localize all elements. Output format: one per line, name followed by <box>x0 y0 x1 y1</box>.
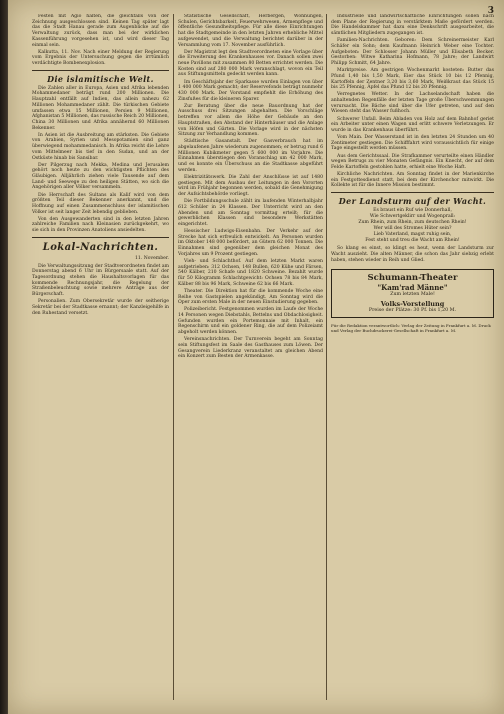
paragraph: So klang es einst, so klingt es heut, wenn der Landsturm zur Wacht auszieht. Die alten Männer, die schon das Jahr siebzig erlebt haben, stehen wieder in Reih und Glied. <box>331 246 494 263</box>
paragraph: Kalkutta, 11. Nov. Nach einer Meldung der Regierung vom Ergebnis der Untersuchung gegen die irrtümlich verdächtigte Bombenexplosion. <box>32 49 169 67</box>
ad-theater-name: Schumann-Theater <box>367 273 458 284</box>
paragraph: Der Pilgerzug nach Mekka, Medina und Jerusalem gehört noch heute zu den wichtigsten Pflichten des Gläubigen. Alljährlich ziehen viele Tausende auf dem Land- und Seewege zu den heiligen Stätten, wo sich die Angehörigen aller Völker versammeln. <box>32 162 169 191</box>
column-1 <box>32 14 169 700</box>
paragraph: Verregnetes Wetter. In der Lachselandschaft haben die anhaltenden Regenfälle der letzten Tage große Überschwemmungen verursacht. Die Bäche sind über die Ufer getreten, und auf den Wiesen steht das Wasser fußhoch. <box>331 92 494 115</box>
section-heading-islam: Die islamitische Welt. <box>47 73 154 84</box>
paragraph: Die Verwaltungssitzung der Stadtverordneten findet am Donnerstag abend 6 Uhr im Bürgersaale statt. Auf der Tagesordnung stehen die Haushaltsvorlagen für das kommende Rechnungsjahr, die Regelung der Straßenbeleuchtung sowie mehrere Anträge aus der Bürgerschaft. <box>32 263 169 298</box>
column-2 <box>178 14 323 700</box>
dateline: 11. November. <box>134 255 169 261</box>
column-divider <box>173 14 174 700</box>
section-heading-landsturm: Der Landsturm auf der Wacht. <box>338 196 487 207</box>
paragraph: Marktpreise. Am gestrigen Wochenmarkt kosteten: Butter das Pfund 1,40 bis 1,50 Mark, Eier das Stück 10 bis 12 Pfennig, Kartoffeln der Zentner 3,20 bis 3,60 Mark, Weißkraut das Stück 15 bis 25 Pfennig, Äpfel das Pfund 12 bis 20 Pfennig. <box>331 68 494 91</box>
paragraph: Industrielle und landwirtschaftliche Einrichtungen sollen nach dem Plane der Regierung in verstärktem Maße gefördert werden. Die Handelskammer hat dazu eine Denkschrift ausgearbeitet, die sämtlichen Mitgliedern zugegangen ist. <box>331 14 494 37</box>
section-divider <box>32 70 169 71</box>
paragraph: Statistische Gesellschaft, Herbergen, Wohnungen, Schulen, Gerichtsbarkeit, Feuerwehrwesen, Armenpflege und öffentliche Gesundheitspflege. Für alle diese Einrichtungen hat die Stadtgemeinde in den letzten Jahren erhebliche Mittel aufgewendet, und die Verwaltung berichtet darüber in der Versammlung vom 17. November ausführlich. <box>178 14 323 48</box>
ad-note: Zum letzten Male! <box>390 292 435 298</box>
paragraph: Vereinsnachrichten. Der Turnverein begeht am Sonntag sein Stiftungsfest im Saale des Gasthauses zum Löwen. Der Gesangverein Liederkranz veranstaltet am gleichen Abend ein Konzert zum Besten der Armenkasse. <box>178 337 323 360</box>
paragraph: Von den Ausgewanderten sind in den letzten Jahren zahlreiche Familien nach Kleinasien zurückgekehrt, wo sie sich in den Provinzen Anatoliens ansiedelten. <box>32 216 169 234</box>
paragraph: In Asien ist die Ausbreitung am stärksten. Die Gebiete von Arabien, Syrien und Mesopotamien sind ganz überwiegend mohammedanisch. In Afrika reicht die Lehre vom Mittelmeer bis tief in den Sudan, und an der Ostküste hinab bis Sansibar. <box>32 132 169 161</box>
article-municipal <box>178 14 323 360</box>
paragraph: Aus dem Gerichtssaal. Die Strafkammer verurteilte einen Händler wegen Betrugs zu vier Monaten Gefängnis. Ein Knecht, der auf dem Felde Kartoffeln gestohlen hatte, erhielt eine Woche Haft. <box>331 153 494 170</box>
ad-prices: Preise der Plätze: 30 Pf. bis 1,20 M. <box>368 308 457 314</box>
paragraph: Vom Main. Der Wasserstand ist in den letzten 24 Stunden um 40 Zentimeter gestiegen. Die Schifffahrt wird voraussichtlich für einige Tage eingestellt werden müssen. <box>331 135 494 152</box>
paragraph: Städtische Gasanstalt. Der Gasverbrauch hat im abgelaufenen Jahre wiederum zugenommen; er betrug rund 6 Millionen Kubikmeter gegen 5 600 000 im Vorjahre. Die Einnahmen überstiegen den Voranschlag um 42 000 Mark, und es konnte ein Überschuss an die Stadtkasse abgeführt werden. <box>178 139 323 173</box>
paragraph: Die Herrschaft des Sultans als Kalif wird von dem größten Teil dieser Bekenner anerkannt, und die Hoffnung auf einen Zusammenschluss der islamitischen Völker ist seit langer Zeit lebendig geblieben. <box>32 192 169 215</box>
column-divider <box>326 14 327 700</box>
paragraph: Hessischer Ludwigs-Eisenbahn. Der Verkehr auf der Strecke hat sich erfreulich entwickelt. An Personen wurden im Oktober 148 000 befördert, an Gütern 62 000 Tonnen. Die Einnahmen sind gegenüber dem gleichen Monat des Vorjahres um 9 Prozent gestiegen. <box>178 229 323 257</box>
paragraph: Personalien. Zum Obersekretär wurde der seitherige Sekretär bei der Stadtkasse ernannt; der Kanzleigehilfe in den Ruhestand versetzt. <box>32 299 169 316</box>
paragraph: Polizeibericht. Festgenommen wurden im Laufe der Woche 14 Personen wegen Diebstahls, Bettelns und Obdachlosigkeit. Gefunden wurden ein Portemonnaie mit Inhalt, ein Regenschirm und ein goldener Ring, die auf dem Polizeiamt abgeholt werden können. <box>178 307 323 336</box>
paragraph: Zur Beratung über die neue Bauordnung hat der Ausschuss drei Sitzungen abgehalten. Die Vorschläge betreffen vor allem die Höhe der Gebäude an den Hauptstraßen, den Abstand der Hinterhäuser und die Anlage von Höfen und Gärten. Die Vorlage wird in der nächsten Sitzung zur Verhandlung kommen. <box>178 103 323 138</box>
ad-play-title: "Kam'rad Männe" <box>377 283 448 293</box>
section-divider <box>331 192 494 193</box>
article-regional <box>331 14 494 189</box>
poem-line: Wie Schwertgeklirr und Wogenprall: <box>369 214 456 220</box>
section-heading-local-news: Lokal-Nachrichten. <box>42 241 159 253</box>
page-number: 3 <box>487 6 494 16</box>
paragraph: Der Magistrat legt den Stadtverordneten eine Vorlage über die Erweiterung des Krankenhauses vor. Danach sollen zwei neue Pavillons mit zusammen 80 Betten errichtet werden. Die Kosten sind auf 280 000 Mark veranschlagt, wovon ein Teil aus Stiftungsmitteln gedeckt werden kann. <box>178 49 323 78</box>
paragraph: Theater. Die Direktion hat für die kommende Woche eine Reihe von Gastspielen angekündigt. Am Sonntag wird die Oper zum ersten Male in der neuen Einstudierung gegeben. <box>178 288 323 306</box>
poem <box>331 208 494 244</box>
article-islam <box>32 86 169 234</box>
poem-line: Wer will des Stromes Hüter sein? <box>373 226 452 232</box>
paragraph: Die Fortbildungsschule zählt im laufenden Winterhalbjahr 612 Schüler in 24 Klassen. Der Unterricht wird an den Abenden und am Sonntag vormittag erteilt; für die gewerblichen Klassen sind besondere Werkstätten eingerichtet. <box>178 199 323 227</box>
paragraph: Vieh- und Schlachthof. Auf dem letzten Markt waren aufgetrieben: 312 Ochsen, 148 Bullen, 620 Kühe und Färsen, 540 Kälber, 210 Schafe und 1820 Schweine. Bezahlt wurde für 50 Kilogramm Schlachtgewicht: Ochsen 78 bis 84 Mark, Kälber 88 bis 96 Mark, Schweine 62 bis 66 Mark. <box>178 258 323 287</box>
paragraph: Elektrizitätswerk. Die Zahl der Anschlüsse ist auf 1480 gestiegen. Mit dem Ausbau der Leitungen in den Vororten wird im Frühjahr begonnen werden, sobald die Genehmigung der Aufsichtsbehörde vorliegt. <box>178 174 323 198</box>
paragraph: Im Geschäftsjahr der Sparkasse wurden Einlagen von über 1 400 000 Mark gemacht; der Reservefonds beträgt nunmehr 430 000 Mark. Der Vorstand empfiehlt die Erhöhung des Zinsfußes für die kleineren Sparer. <box>178 79 323 102</box>
intro-text <box>32 14 169 67</box>
poem-line: Lieb Vaterland, magst ruhig sein, <box>373 232 452 238</box>
column-3 <box>331 14 494 700</box>
imprint: Für die Redaktion verantwortlich: Verlag der Zeitung in Frankfurt a. M. Druck und Verlag der Buchdruckerei-Gesellschaft in Frankfurt a. M. <box>331 323 491 334</box>
paragraph: Kirchliche Nachrichten. Am Sonntag findet in der Marienkirche ein Festgottesdienst statt, bei dem der Kirchenchor mitwirkt. Die Kollekte ist für die Innere Mission bestimmt. <box>331 172 494 189</box>
paragraph: Schwerer Unfall. Beim Abladen von Holz auf dem Bahnhof geriet ein Arbeiter unter einen Wagen und erlitt schwere Verletzungen. Er wurde in das Krankenhaus überführt. <box>331 116 494 133</box>
poem-line: Fest steht und treu die Wacht am Rhein! <box>365 238 460 244</box>
section-divider <box>32 237 169 238</box>
paragraph: Die Zahlen aller in Europa, Asien und Afrika lebenden Mohammedaner beträgt rund 200 Millionen. Die Hauptzahl entfällt auf Indien, das allein nahezu 62 Millionen Mohammedaner zählt. Die türkischen Gebiete umfassen etwa 15 Millionen, Persien 9 Millionen, Afghanistan 5 Millionen, das russische Reich 20 Millionen, China 30 Millionen und Afrika annähernd 60 Millionen Bekenner. <box>32 85 169 131</box>
theater-advertisement <box>331 269 494 318</box>
article-landsturm <box>331 246 494 263</box>
poem-line: Es braust ein Ruf wie Donnerhall, <box>373 208 452 214</box>
article-local-news <box>32 264 169 317</box>
ad-performance: Volks-Vorstellung <box>380 300 445 309</box>
paragraph: Familien-Nachrichten. Geboren: Dem Schreinermeister Karl Schäfer ein Sohn; dem Kaufmann Heinrich Weber eine Tochter. Aufgeboten: Der Schlosser Johann Müller und Elisabeth Becker. Gestorben: Witwe Katharina Hofmann, 78 Jahre; der Landwirt Philipp Schmitt, 64 Jahre. <box>331 38 494 67</box>
poem-line: Zum Rhein, zum Rhein, zum deutschen Rhein! <box>358 220 467 226</box>
newspaper-page <box>8 0 504 714</box>
paragraph: Festen mit Agio halten, die gleichfalls von der Zeichnung ausgeschlossen sind. Keinen Tag später lagt das die Stadt Hanau gerade zum Augenblicke auf die Verwaltung zurück, dass man bei der wirklichen Kassenführung vorgesehen ist, und wird dieser Tag einmal sein. <box>32 14 169 48</box>
